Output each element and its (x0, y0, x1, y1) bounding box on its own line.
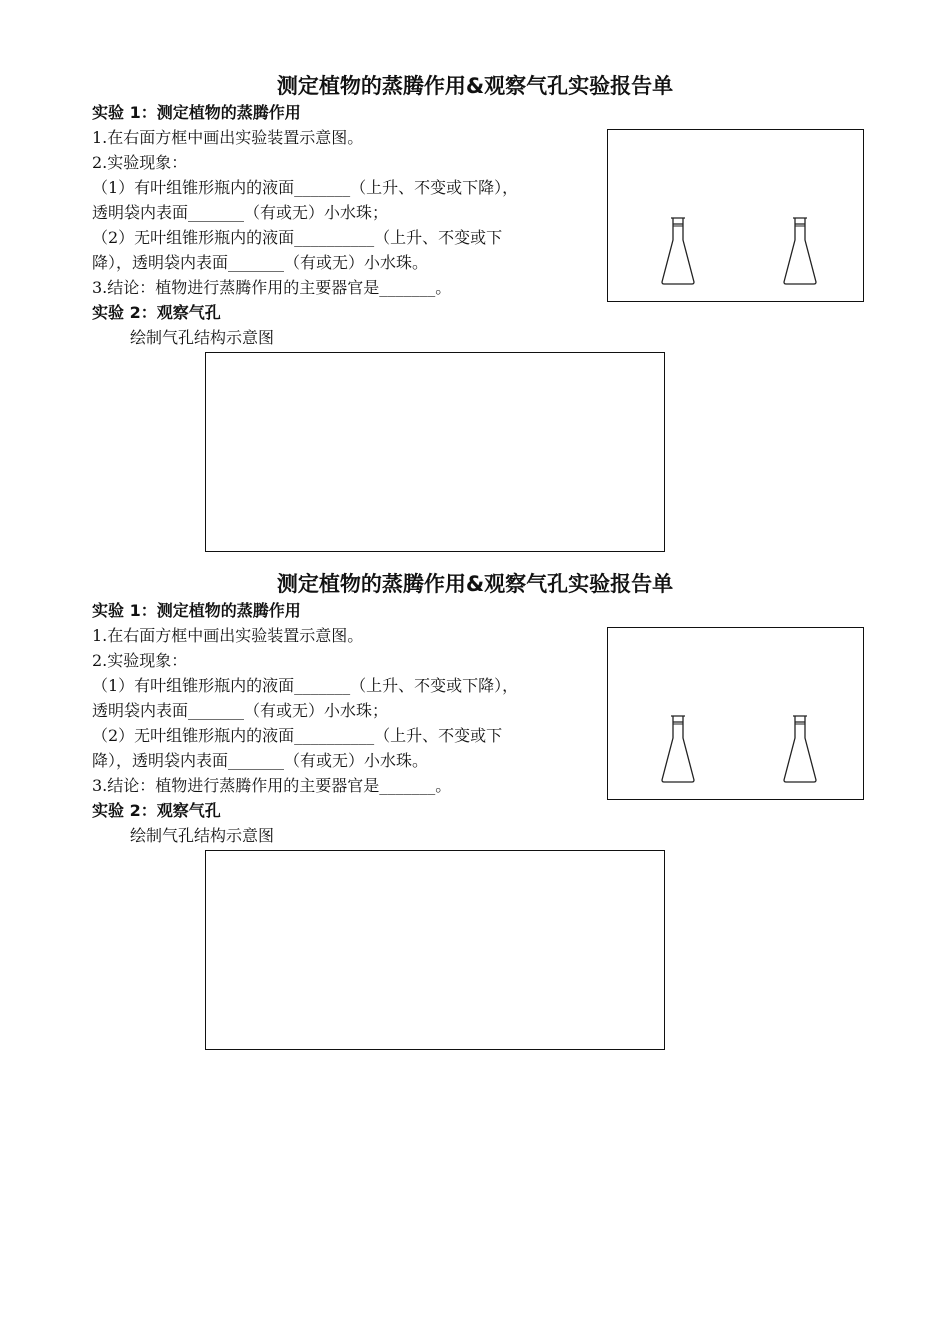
conical-flask-icon (658, 714, 698, 784)
experiment-2-heading: 实验 2：观察气孔 (92, 303, 221, 322)
item-1-text: 1.在右面方框中画出实验装置示意图。 (92, 128, 364, 147)
item-3-conclusion: 3.结论：植物进行蒸腾作用的主要器官是_______。 (92, 776, 452, 795)
item-2-text: 2.实验现象： (92, 651, 188, 670)
conical-flask-icon (780, 216, 820, 286)
apparatus-drawing-box (607, 129, 864, 302)
stomata-drawing-box[interactable] (205, 850, 665, 1050)
experiment-2-heading: 实验 2：观察气孔 (92, 801, 221, 820)
experiment-2-task: 绘制气孔结构示意图 (130, 826, 275, 845)
observation-2-line-1: （2）无叶组锥形瓶内的液面__________（上升、不变或下 (92, 726, 503, 745)
observation-1-line-2: 透明袋内表面_______（有或无）小水珠； (92, 203, 389, 222)
observation-1-line-2: 透明袋内表面_______（有或无）小水珠； (92, 701, 389, 720)
observation-1-line-1: （1）有叶组锥形瓶内的液面_______（上升、不变或下降）， (92, 676, 519, 695)
experiment-2-task: 绘制气孔结构示意图 (130, 328, 275, 347)
report-sheet-1 (0, 0, 950, 500)
conical-flask-icon (780, 714, 820, 784)
apparatus-drawing-box (607, 627, 864, 800)
item-1-text: 1.在右面方框中画出实验装置示意图。 (92, 626, 364, 645)
item-2-text: 2.实验现象： (92, 153, 188, 172)
sheet-title: 测定植物的蒸腾作用&观察气孔实验报告单 (276, 74, 674, 98)
report-sheet-2 (0, 498, 950, 998)
item-3-conclusion: 3.结论：植物进行蒸腾作用的主要器官是_______。 (92, 278, 452, 297)
observation-2-line-1: （2）无叶组锥形瓶内的液面__________（上升、不变或下 (92, 228, 503, 247)
observation-2-line-2: 降），透明袋内表面_______（有或无）小水珠。 (92, 253, 429, 272)
conical-flask-icon (658, 216, 698, 286)
observation-2-line-2: 降），透明袋内表面_______（有或无）小水珠。 (92, 751, 429, 770)
experiment-1-heading: 实验 1：测定植物的蒸腾作用 (92, 601, 301, 620)
sheet-title: 测定植物的蒸腾作用&观察气孔实验报告单 (276, 572, 674, 596)
experiment-1-heading: 实验 1：测定植物的蒸腾作用 (92, 103, 301, 122)
observation-1-line-1: （1）有叶组锥形瓶内的液面_______（上升、不变或下降）， (92, 178, 519, 197)
